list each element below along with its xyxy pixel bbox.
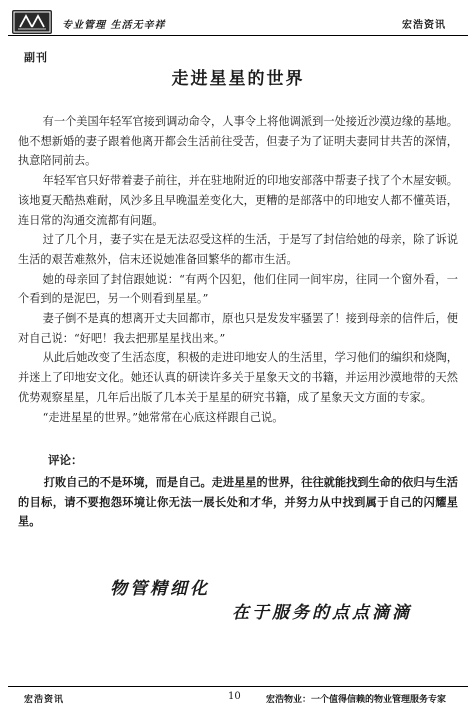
logo-emblem-icon [12,10,52,34]
article-title: 走进星星的世界 [171,69,305,89]
paragraph: 妻子倒不是真的想离开丈夫回都市，原也只是发发牢骚罢了！接到母亲的信件后，便对自己说：“好吧！我去把那星星找出来。” [18,312,458,345]
footer-tagline: 宏浩物业：一个值得信赖的物业管理服务专家 [265,695,446,705]
footer-rule [8,686,468,687]
company-logo [12,10,52,34]
article-body [18,112,458,427]
paragraph: “走进星星的世界。”她常常在心底这样跟自己说。 [42,410,284,424]
slogan-line-2: 在于服务的点点滴滴 [232,603,412,623]
footer-brand: 宏浩资讯 [24,695,65,705]
page-header [8,8,468,36]
slogan-line-1: 物管精细化 [110,579,210,599]
section-label: 副刊 [24,51,48,64]
paragraph: 过了几个月，妻子实在是无法忍受这样的生活，于是写了封信给她的母亲，除了诉说生活的艰苦难熬外，信末还说她准备回繁华的都市生活。 [18,233,458,266]
header-rule [8,35,468,36]
paragraph: 有一个美国年轻军官接到调动命令，人事令上将他调派到一处接近沙漠边缘的基地。他不想新婚的妻子跟着他离开都会生活前往受苦，但妻子为了证明夫妻同甘共苦的深情，执意陪同前去。 [18,115,458,168]
header-slogan: 专业管理 生活无辛祥 [62,20,166,31]
paragraph: 年轻军官只好带着妻子前往，并在驻地附近的印地安部落中帮妻子找了个木屋安顿。该地夏天酷热难耐，风沙多且早晚温差变化大，更糟的是部落中的印地安人都不懂英语，连日常的沟通交流都有问题。 [18,174,458,227]
paragraph: 她的母亲回了封信跟她说：“有两个囚犯，他们住同一间牢房，往同一个窗外看，一个看到的是泥巴，另一个则看到星星。” [18,272,458,306]
paragraph: 从此后她改变了生活态度，积极的走进印地安人的生活里，学习他们的编织和烧陶，并迷上了印地安文化。她还认真的研读许多关于星象天文的书籍，并运用沙漠地带的天然优势观察星星，几年后出版了几本关于星星的研究书籍，成了星象天文方面的专家。 [18,351,458,404]
comment-text: 打败自己的不是环境，而是自己。走进星星的世界，往往就能找到生命的依归与生活的目标，请不要抱怨环境让你无法一展长处和才华，并努力从中找到属于自己的闪耀星星。 [18,476,458,529]
comment-label: 评论： [48,453,83,467]
page-number: 10 [228,691,241,702]
header-brand: 宏浩资讯 [402,20,446,31]
